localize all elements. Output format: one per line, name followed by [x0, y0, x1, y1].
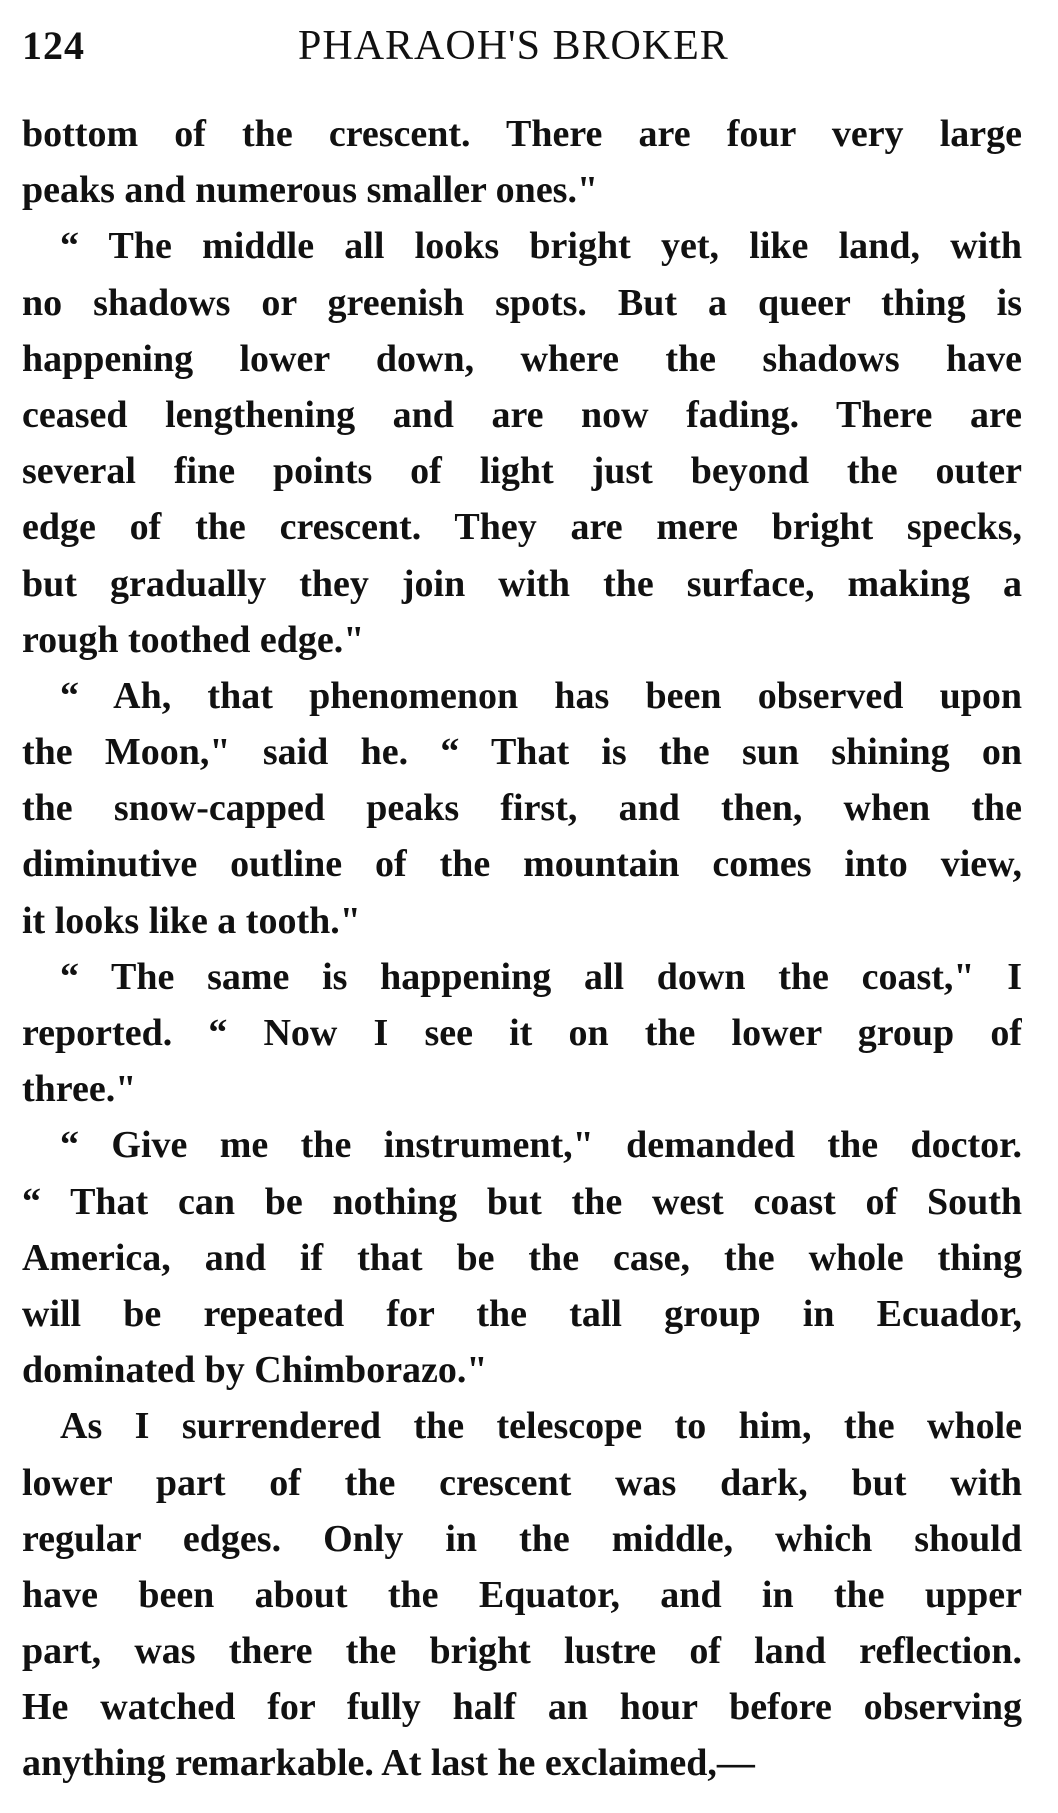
running-head: [22, 18, 1022, 78]
text-line: peaks and numerous smaller ones.": [22, 169, 599, 212]
text-line: regular edges. Only in the middle, which should: [22, 1517, 1022, 1560]
page-number: 124: [22, 23, 85, 68]
text-line: As I surrendered the telescope to him, the whole: [60, 1405, 1022, 1448]
body-text: [22, 106, 1022, 1792]
text-line: “ Give me the instrument," demanded the doctor.: [60, 1124, 1022, 1167]
text-line: several fine points of light just beyond the outer: [22, 450, 1022, 493]
text-line: part, was there the bright lustre of land reflection.: [22, 1630, 1022, 1673]
text-line: America, and if that be the case, the whole thing: [22, 1236, 1022, 1279]
text-line: “ That can be nothing but the west coast of South: [22, 1180, 1022, 1223]
text-line: anything remarkable. At last he exclaimed,—: [22, 1742, 755, 1785]
text-line: but gradually they join with the surface, making a: [22, 562, 1022, 605]
text-line: ceased lengthening and are now fading. There are: [22, 393, 1022, 436]
text-line: rough toothed edge.": [22, 618, 365, 661]
text-line: will be repeated for the tall group in Ecuador,: [22, 1292, 1022, 1335]
text-line: have been about the Equator, and in the upper: [22, 1573, 1022, 1616]
text-line: three.": [22, 1068, 137, 1111]
text-line: “ The same is happening all down the coast," I: [60, 955, 1022, 998]
text-line: the Moon," said he. “ That is the sun shining on: [22, 731, 1022, 774]
text-line: “ Ah, that phenomenon has been observed upon: [60, 674, 1022, 717]
text-line: happening lower down, where the shadows have: [22, 337, 1022, 380]
text-line: edge of the crescent. They are mere bright specks,: [22, 506, 1022, 549]
text-line: no shadows or greenish spots. But a queer thing is: [22, 281, 1022, 324]
text-line: reported. “ Now I see it on the lower group of: [22, 1012, 1022, 1054]
text-line: dominated by Chimborazo.": [22, 1349, 488, 1392]
book-title: PHARAOH'S BROKER: [298, 23, 729, 69]
text-line: it looks like a tooth.": [22, 899, 361, 942]
text-line: “ The middle all looks bright yet, like land, with: [60, 225, 1022, 268]
text-line: lower part of the crescent was dark, but with: [22, 1461, 1022, 1504]
text-line: bottom of the crescent. There are four very large: [22, 113, 1022, 155]
text-line: He watched for fully half an hour before observing: [22, 1686, 1022, 1729]
text-line: the snow-capped peaks first, and then, when the: [22, 787, 1022, 830]
text-line: diminutive outline of the mountain comes into view,: [22, 843, 1022, 886]
